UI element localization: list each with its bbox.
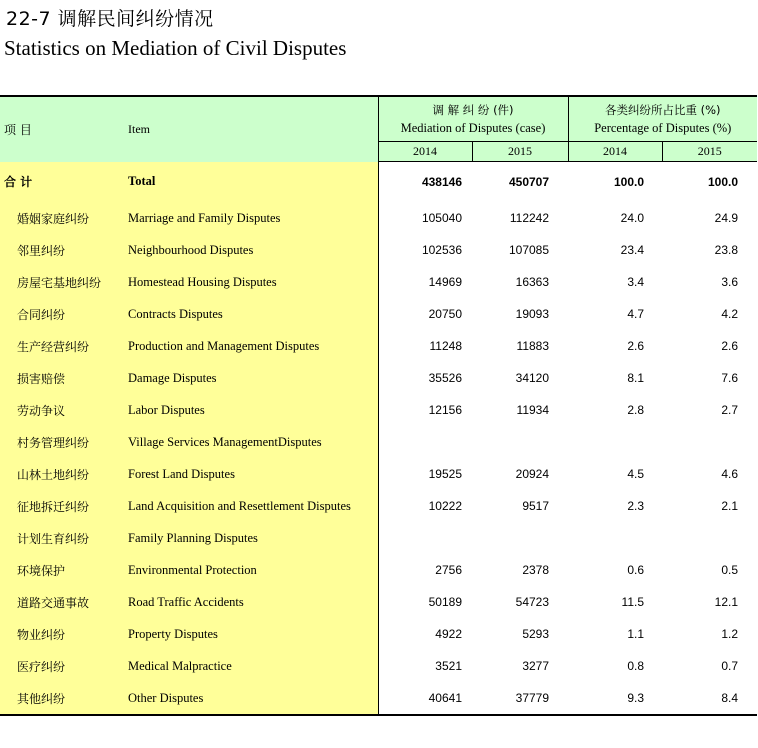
percentage-2014	[568, 426, 662, 458]
table-row	[0, 554, 757, 586]
percentage-2015: 4.2	[721, 307, 739, 321]
percentage-2014: 4.7	[627, 307, 645, 321]
cases-2015: 11883	[516, 339, 550, 353]
percentage-2015: 2.1	[721, 499, 739, 513]
item-name-en: Labor Disputes	[122, 394, 378, 426]
cases-2014: 3521	[435, 659, 462, 673]
header-item-cn: 项 目	[0, 96, 122, 162]
item-name-en: Homestead Housing Disputes	[122, 266, 378, 298]
item-name-cn: 计划生育纠纷	[0, 522, 122, 554]
item-name-cn: 婚姻家庭纠纷	[0, 202, 122, 234]
table-row	[0, 490, 757, 522]
table-row	[0, 458, 757, 490]
item-name-cn: 道路交通事故	[0, 586, 122, 618]
cases-2014	[378, 522, 472, 554]
header-group-percentage	[568, 96, 757, 142]
percentage-2014: 2.8	[627, 403, 645, 417]
percentage-2015: 2.7	[721, 403, 739, 417]
item-name-cn: 山林土地纠纷	[0, 458, 122, 490]
cases-2015: 5293	[522, 627, 550, 641]
item-name-cn: 医疗纠纷	[0, 650, 122, 682]
cases-2014: 35526	[428, 371, 462, 385]
percentage-2015: 0.5	[721, 563, 739, 577]
cases-2014: 40641	[378, 682, 472, 715]
percentage-2014: 8.1	[627, 371, 645, 385]
percentage-2015: 3.6	[721, 275, 739, 289]
percentage-2014: 23.4	[620, 243, 645, 257]
item-name-en: Village Services ManagementDisputes	[122, 426, 378, 458]
item-name-cn: 合 计	[0, 162, 122, 203]
header-group-mediation-en: Mediation of Disputes (case)	[400, 121, 546, 135]
percentage-2014: 2.6	[627, 339, 645, 353]
table-row	[0, 394, 757, 426]
percentage-2014: 3.4	[627, 275, 645, 289]
cases-2015: 107085	[508, 243, 550, 257]
item-name-en: Property Disputes	[122, 618, 378, 650]
item-name-en: Other Disputes	[122, 682, 378, 715]
cases-2015: 9517	[522, 499, 550, 513]
table-row	[0, 618, 757, 650]
percentage-2015: 24.9	[714, 211, 739, 225]
cases-2014: 11248	[429, 339, 462, 353]
percentage-2015: 12.1	[714, 595, 739, 609]
cases-2015: 34120	[515, 371, 550, 385]
item-name-cn: 村务管理纠纷	[0, 426, 122, 458]
page-title-en: Statistics on Mediation of Civil Disputes	[4, 36, 347, 60]
percentage-2015: 2.6	[721, 339, 739, 353]
item-name-cn: 劳动争议	[0, 394, 122, 426]
cases-2014: 2756	[435, 563, 462, 577]
cases-2015: 450707	[508, 175, 550, 189]
header-group-mediation	[378, 96, 568, 142]
percentage-2014: 1.1	[627, 627, 645, 641]
cases-2015	[472, 426, 568, 458]
item-name-en: Medical Malpractice	[122, 650, 378, 682]
cases-2015: 19093	[515, 307, 550, 321]
item-name-en: Contracts Disputes	[122, 298, 378, 330]
table-row	[0, 266, 757, 298]
percentage-2015: 8.4	[662, 682, 757, 715]
percentage-2014: 100.0	[613, 175, 645, 189]
item-name-cn: 物业纠纷	[0, 618, 122, 650]
cases-2014: 14969	[428, 275, 462, 289]
percentage-2015	[662, 426, 757, 458]
cases-2015: 54723	[515, 595, 550, 609]
cases-2015: 11934	[516, 403, 550, 417]
item-name-en: Damage Disputes	[122, 362, 378, 394]
cases-2015: 3277	[522, 659, 550, 673]
percentage-2015: 100.0	[708, 175, 739, 189]
percentage-2014: 4.5	[627, 467, 645, 481]
table-header	[0, 96, 757, 162]
cases-2014: 20750	[428, 307, 462, 321]
header-group-mediation-cn: 调 解 纠 纷 (件)	[432, 103, 514, 117]
table-row	[0, 362, 757, 394]
percentage-2015: 7.6	[721, 371, 739, 385]
cases-2014: 438146	[421, 175, 462, 189]
item-name-en: Marriage and Family Disputes	[122, 202, 378, 234]
cases-2015: 37779	[472, 682, 568, 715]
disputes-table	[0, 95, 757, 716]
header-year-pct-2015: 2015	[662, 142, 757, 162]
percentage-2014: 24.0	[620, 211, 645, 225]
table-row	[0, 298, 757, 330]
table-body	[0, 162, 757, 716]
item-name-en: Neighbourhood Disputes	[122, 234, 378, 266]
item-name-en: Land Acquisition and Resettlement Disputes	[122, 490, 378, 522]
percentage-2015: 1.2	[721, 627, 739, 641]
cases-2015: 2378	[522, 563, 550, 577]
percentage-2015: 23.8	[714, 243, 739, 257]
table-row	[0, 682, 757, 715]
cases-2014: 4922	[435, 627, 462, 641]
cases-2015	[472, 522, 568, 554]
percentage-2014	[568, 522, 662, 554]
header-group-percentage-cn: 各类纠纷所占比重 (%)	[604, 103, 721, 117]
cases-2014: 102536	[421, 243, 462, 257]
table-row	[0, 330, 757, 362]
table-row	[0, 426, 757, 458]
cases-2014: 105040	[421, 211, 462, 225]
table-row	[0, 586, 757, 618]
table-row	[0, 650, 757, 682]
cases-2015: 20924	[515, 467, 550, 481]
header-year-cases-2014: 2014	[378, 142, 472, 162]
percentage-2014: 0.8	[627, 659, 645, 673]
cases-2015: 112242	[509, 211, 550, 225]
item-name-cn: 邻里纠纷	[0, 234, 122, 266]
cases-2014: 50189	[428, 595, 462, 609]
item-name-cn: 房屋宅基地纠纷	[0, 266, 122, 298]
cases-2014: 10222	[428, 499, 462, 513]
page-title-cn: 22-7 调解民间纠纷情况	[6, 8, 214, 30]
item-name-en: Road Traffic Accidents	[122, 586, 378, 618]
table-row-total	[0, 162, 757, 203]
percentage-2014: 11.5	[621, 595, 645, 609]
cases-2015: 16363	[515, 275, 550, 289]
item-name-cn: 征地拆迁纠纷	[0, 490, 122, 522]
item-name-en: Family Planning Disputes	[122, 522, 378, 554]
cases-2014	[378, 426, 472, 458]
percentage-2015: 0.7	[721, 659, 739, 673]
header-year-pct-2014: 2014	[568, 142, 662, 162]
table-row	[0, 522, 757, 554]
percentage-2014: 0.6	[627, 563, 645, 577]
table-row	[0, 202, 757, 234]
item-name-en: Total	[122, 162, 378, 203]
item-name-cn: 其他纠纷	[0, 682, 122, 715]
percentage-2014: 9.3	[568, 682, 662, 715]
item-name-en: Environmental Protection	[122, 554, 378, 586]
percentage-2015	[662, 522, 757, 554]
percentage-2015: 4.6	[721, 467, 739, 481]
cases-2014: 12156	[428, 403, 462, 417]
item-name-en: Production and Management Disputes	[122, 330, 378, 362]
item-name-cn: 生产经营纠纷	[0, 330, 122, 362]
header-item-en: Item	[122, 96, 378, 162]
percentage-2014: 2.3	[627, 499, 645, 513]
item-name-cn: 合同纠纷	[0, 298, 122, 330]
table-row	[0, 234, 757, 266]
item-name-cn: 损害赔偿	[0, 362, 122, 394]
header-year-cases-2015: 2015	[472, 142, 568, 162]
item-name-en: Forest Land Disputes	[122, 458, 378, 490]
cases-2014: 19525	[428, 467, 462, 481]
item-name-cn: 环境保护	[0, 554, 122, 586]
header-group-percentage-en: Percentage of Disputes (%)	[594, 121, 732, 135]
